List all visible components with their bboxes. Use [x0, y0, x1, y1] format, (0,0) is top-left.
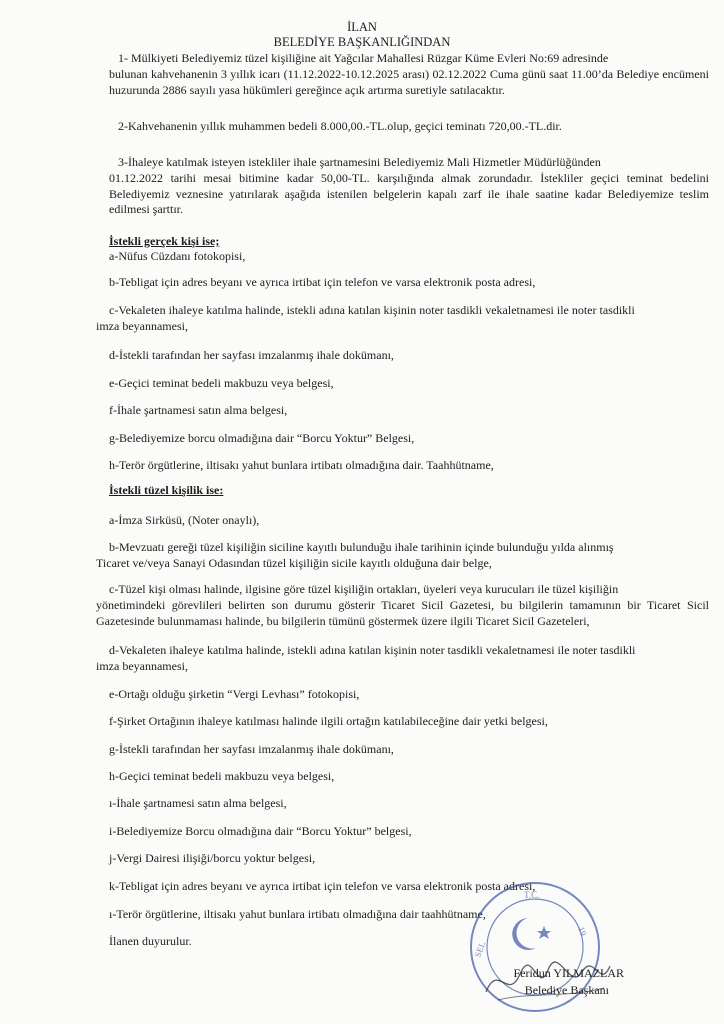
legal-entity-item-b-line1: b-Mevzuatı gereği tüzel kişiliğin siciline kayıtlı bulunduğu ihale tarihinin içinde bulunduğu yılda alınmış — [109, 540, 614, 554]
issuer-title: BELEDİYE BAŞKANLIĞINDAN — [273, 35, 451, 49]
paragraph-1-first-line: 1- Mülkiyeti Belediyemiz tüzel kişiliğine ait Yağcılar Mahallesi Rüzgar Küme Evleri No:69 adresinde — [118, 51, 609, 65]
handwritten-signature-icon — [478, 952, 618, 1012]
legal-entity-item-e: e-Ortağı olduğu şirketin “Vergi Levhası” fotokopisi, — [109, 687, 360, 701]
legal-entity-item-j: j-Vergi Dairesi ilişiği/borcu yoktur belgesi, — [109, 851, 316, 865]
legal-entity-item-l-dotless: ı-Terör örgütlerine, iltisakı yahut bunlara irtibatı olmadığına dair taahhütname, — [109, 907, 486, 921]
real-person-item-a: a-Nüfus Cüzdanı fotokopisi, — [109, 249, 246, 263]
legal-entity-item-g: g-İstekli tarafından her sayfası imzalanmış ihale dokümanı, — [109, 742, 394, 756]
notice-title: İLAN — [347, 20, 377, 34]
legal-entity-heading: İstekli tüzel kişilik ise: — [109, 483, 224, 497]
legal-entity-item-d-line1: d-Vekaleten ihaleye katılma halinde, istekli adına katılan kişinin noter tasdikli vekaletnamesi ile noter tasdikli — [109, 643, 636, 657]
real-person-heading: İstekli gerçek kişi ise; — [109, 234, 220, 248]
signatory-name: Feridun YILMAZLAR — [513, 966, 624, 980]
real-person-item-h: h-Terör örgütlerine, iltisakı yahut bunlara irtibatı olmadığına dair. Taahhütname, — [109, 458, 494, 472]
paragraph-2: 2-Kahvehanenin yıllık muhammen bedeli 8.000,00.-TL.olup, geçici teminatı 720,00.-TL.dir. — [118, 119, 562, 133]
legal-entity-item-b-line2: Ticaret ve/veya Sanayi Odasından tüzel kişiliğin sicile kayıtlı olduğuna dair belge, — [96, 556, 492, 570]
paragraph-1-continuation: bulunan kahvehanenin 3 yıllık icarı (11.12.2022-10.12.2025 arası) 02.12.2022 Cuma günü saat 11.00’da Belediye encümeni huzurunda 2886 sayılı yasa hükümleri gereğince açık artırma suretiyle satılacaktır. — [109, 67, 709, 97]
real-person-item-c-line1: c-Vekaleten ihaleye katılma halinde, istekli adına katılan kişinin noter tasdikli vekaletnamesi ile noter tasdikli — [109, 303, 635, 317]
real-person-item-e: e-Geçici teminat bedeli makbuzu veya belgesi, — [109, 376, 334, 390]
legal-entity-item-i: i-Belediyemize Borcu olmadığına dair “Borcu Yoktur” belgesi, — [109, 824, 412, 838]
paragraph-3-first-line: 3-İhaleye katılmak isteyen istekliler ihale şartnamesini Belediyemiz Mali Hizmetler Müdürlüğünden — [118, 155, 601, 169]
legal-entity-item-k: k-Tebligat için adres beyanı ve ayrıca irtibat için telefon ve varsa elektronik posta adresi, — [109, 879, 536, 893]
legal-entity-item-c-continuation: yönetimindeki görevlileri belirten son durumu gösterir Ticaret Sicil Gazetesi, bu bilgilerin tamamının bir Ticaret Sicil Gazetesinde bulunmaması halinde, bu bilgilerin tümünü göstermek üzere ilgili Ticaret Sicil Gazeteleri, — [96, 598, 709, 628]
paragraph-3-continuation: 01.12.2022 tarihi mesai bitimine kadar 50,00-TL. karşılığında almak zorundadır. İstekliler geçici teminat bedelini Belediyemiz veznesine yatırılarak aşağıda istenilen belgelerin kapalı zarf ile ihale saatine kadar Belediyemize teslim edilmesi şarttır. — [109, 171, 709, 216]
real-person-item-f: f-İhale şartnamesi satın alma belgesi, — [109, 403, 288, 417]
legal-entity-item-c-line1: c-Tüzel kişi olması halinde, ilgisine göre tüzel kişiliğin ortakları, üyeleri veya kurucuları ile tüzel kişiliğin — [109, 582, 619, 596]
svg-text:19: 19 — [576, 925, 589, 938]
svg-text:SEL: SEL — [472, 940, 488, 959]
real-person-item-d: d-İstekli tarafından her sayfası imzalanmış ihale dokümanı, — [109, 348, 394, 362]
closing-text: İlanen duyurulur. — [109, 934, 192, 948]
legal-entity-item-i-dotless: ı-İhale şartnamesi satın alma belgesi, — [109, 796, 287, 810]
real-person-item-g: g-Belediyemize borcu olmadığına dair “Borcu Yoktur” Belgesi, — [109, 431, 415, 445]
legal-entity-item-h: h-Geçici teminat bedeli makbuzu veya belgesi, — [109, 769, 335, 783]
real-person-item-c-line2: imza beyannamesi, — [96, 319, 188, 333]
real-person-item-b: b-Tebligat için adres beyanı ve ayrıca irtibat için telefon ve varsa elektronik posta adresi, — [109, 275, 536, 289]
legal-entity-item-d-line2: imza beyannamesi, — [96, 659, 188, 673]
svg-text:T.C.: T.C. — [524, 890, 540, 900]
signatory-title: Belediye Başkanı — [524, 983, 609, 997]
legal-entity-item-f: f-Şirket Ortağının ihaleye katılması halinde ilgili ortağın katılabileceğine dair yetki belgesi, — [109, 714, 548, 728]
legal-entity-item-a: a-İmza Sirküsü, (Noter onaylı), — [109, 513, 260, 527]
